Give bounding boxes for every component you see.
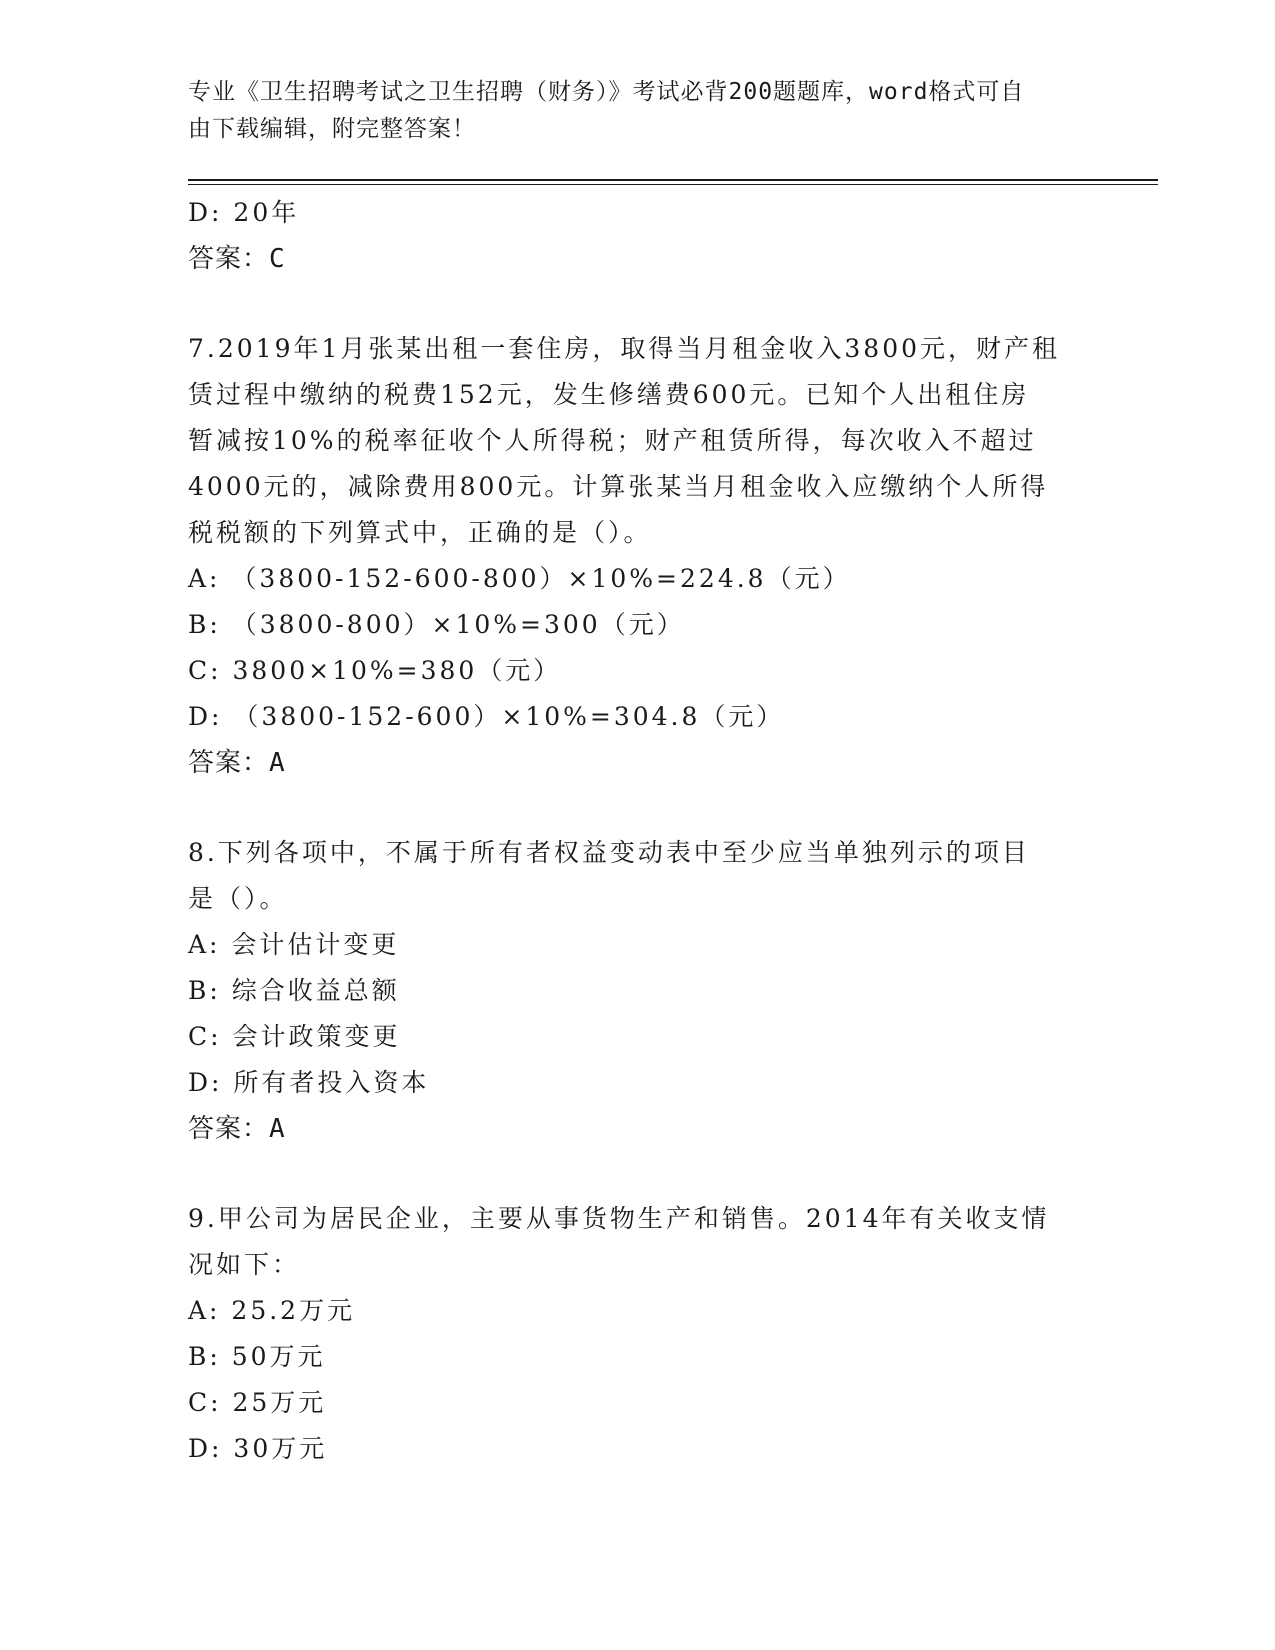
option-d: D: 20年 xyxy=(188,198,300,227)
question-text-line: 赁过程中缴纳的税费152元，发生修缮费600元。已知个人出租住房 xyxy=(188,380,1030,409)
option-b: B: （3800-800）×10%=300（元） xyxy=(188,610,685,639)
question-text-line: 7.2019年1月张某出租一套住房，取得当月租金收入3800元，财产租 xyxy=(188,334,1061,363)
header-divider-thin xyxy=(188,184,1158,185)
question-8 xyxy=(188,830,1148,1152)
question-text-line: 8.下列各项中，不属于所有者权益变动表中至少应当单独列示的项目 xyxy=(188,838,1030,867)
option-d: D: 30万元 xyxy=(188,1434,328,1463)
spacer xyxy=(188,786,1148,830)
document-body xyxy=(188,190,1148,1472)
option-a: A: 会计估计变更 xyxy=(188,930,400,959)
option-c: C: 会计政策变更 xyxy=(188,1022,401,1051)
answer-line: 答案：C xyxy=(188,244,286,274)
question-text-line: 是（）。 xyxy=(188,884,288,913)
answer-line: 答案：A xyxy=(188,748,286,778)
question-text-line: 税税额的下列算式中，正确的是（）。 xyxy=(188,518,652,547)
option-a: A: （3800-152-600-800）×10%=224.8（元） xyxy=(188,564,851,593)
option-d: D: （3800-152-600）×10%=304.8（元） xyxy=(188,702,785,731)
answer-line: 答案：A xyxy=(188,1114,286,1144)
header-divider-thick xyxy=(188,179,1158,181)
question-text-line: 况如下： xyxy=(188,1250,301,1279)
spacer xyxy=(188,282,1148,326)
option-b: B: 50万元 xyxy=(188,1342,326,1371)
question-9 xyxy=(188,1196,1148,1472)
question-6-tail xyxy=(188,190,1148,282)
option-c: C: 3800×10%=380（元） xyxy=(188,656,562,685)
header-line-2: 由下载编辑，附完整答案！ xyxy=(188,116,476,142)
question-text-line: 暂减按10%的税率征收个人所得税；财产租赁所得，每次收入不超过 xyxy=(188,426,1037,455)
document-header xyxy=(188,74,1088,148)
option-d: D: 所有者投入资本 xyxy=(188,1068,430,1097)
option-b: B: 综合收益总额 xyxy=(188,976,400,1005)
option-a: A: 25.2万元 xyxy=(188,1296,356,1325)
spacer xyxy=(188,1152,1148,1196)
question-text-line: 9.甲公司为居民企业，主要从事货物生产和销售。2014年有关收支情 xyxy=(188,1204,1050,1233)
option-c: C: 25万元 xyxy=(188,1388,327,1417)
header-line-1: 专业《卫生招聘考试之卫生招聘（财务）》考试必背200题题库，word格式可自 xyxy=(188,79,1025,105)
question-text-line: 4000元的，减除费用800元。计算张某当月租金收入应缴纳个人所得 xyxy=(188,472,1049,501)
question-7 xyxy=(188,326,1148,786)
